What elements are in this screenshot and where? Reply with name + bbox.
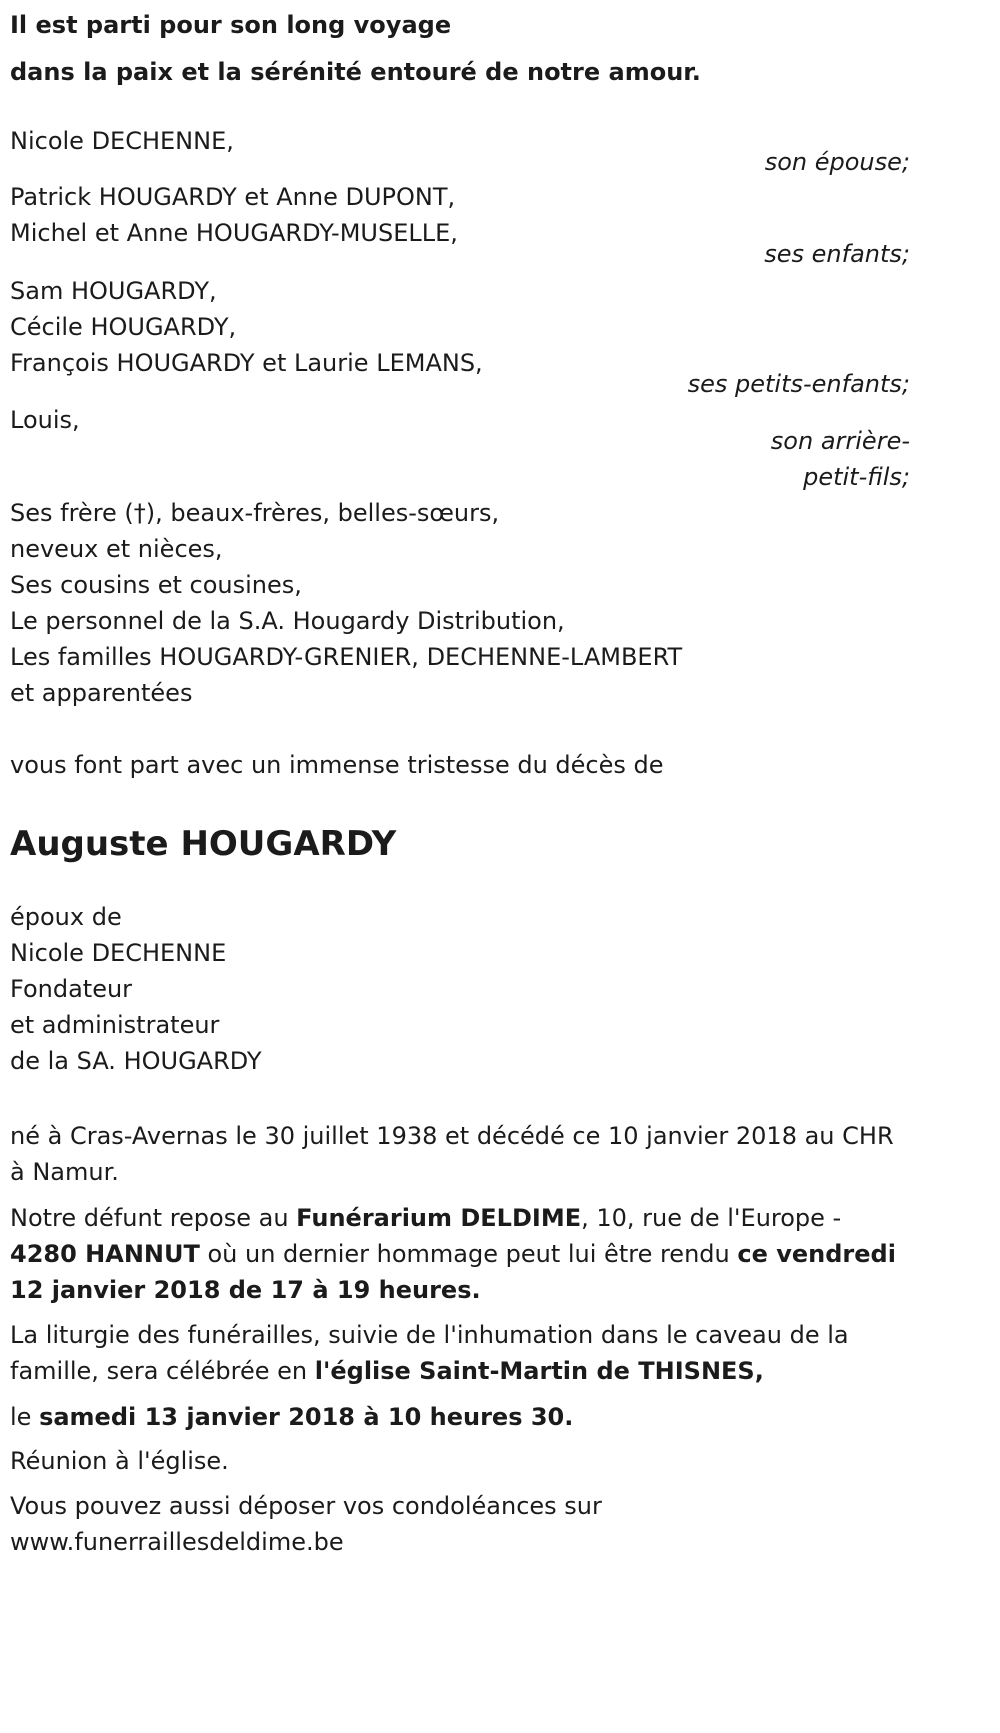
child-name: Michel et Anne HOUGARDY-MUSELLE, [10,219,458,247]
spouse-relation: son épouse; [764,148,910,176]
grandchild-name: Sam HOUGARDY, [10,277,217,305]
birth-death-text: né à Cras-Avernas le 30 juillet 1938 et décédé ce 10 janvier 2018 au CHR à Namur. [10,1122,894,1186]
intro-line-1: Il est parti pour son long voyage [10,11,452,39]
relatives-line: Le personnel de la S.A. Hougardy Distribution, [10,607,565,635]
viewing-text-1: Notre défunt repose au [10,1204,297,1232]
deceased-detail: Fondateur [10,975,133,1003]
grandchild-name: Cécile HOUGARDY, [10,313,237,341]
condolences-text: Vous pouvez aussi déposer vos condoléances sur [10,1492,602,1520]
announcement: vous font part avec un immense tristesse du décès de [10,751,664,779]
ceremony-date-prefix: le [10,1403,40,1431]
viewing-text [10,1200,910,1308]
intro-line-2: dans la paix et la sérénité entouré de notre amour. [10,58,701,86]
great-grandchild-relation-2: petit-fils; [803,463,910,491]
meeting-text: Réunion à l'église. [10,1447,229,1475]
relatives-line: Les familles HOUGARDY-GRENIER, DECHENNE-LAMBERT [10,643,683,671]
deceased-detail: de la SA. HOUGARDY [10,1047,262,1075]
great-grandchild-name: Louis, [10,406,80,434]
relatives-line: et apparentées [10,679,193,707]
child-name: Patrick HOUGARDY et Anne DUPONT, [10,183,456,211]
deceased-detail: Nicole DECHENNE [10,939,227,967]
ceremony-date [10,1399,910,1435]
deceased-name: Auguste HOUGARDY [10,824,397,864]
relatives-line: Ses frère (†), beaux-frères, belles-sœurs, [10,499,500,527]
relatives-line: neveux et nièces, [10,535,223,563]
viewing-text-2: , 10, rue de l'Europe - [581,1204,842,1232]
viewing-text-3: où un dernier hommage peut lui être rendu [199,1240,738,1268]
viewing-time: ce vendredi 12 janvier 2018 de 17 à 19 heures. [10,1240,896,1304]
deceased-detail: époux de [10,903,122,931]
funeral-home-name: Funérarium DELDIME [296,1204,582,1232]
liturgy-text [10,1317,910,1389]
grandchild-name: François HOUGARDY et Laurie LEMANS, [10,349,483,377]
church-name: l'église Saint-Martin de THISNES, [314,1357,764,1385]
liturgy-text-1: La liturgie des funérailles, suivie de l'inhumation dans le caveau de la famille, sera célébrée en [10,1321,849,1385]
great-grandchild-relation-1: son arrière- [770,427,910,455]
deceased-detail: et administrateur [10,1011,220,1039]
grandchildren-relation: ses petits-enfants; [687,370,910,398]
relatives-line: Ses cousins et cousines, [10,571,302,599]
ceremony-datetime: samedi 13 janvier 2018 à 10 heures 30. [39,1403,574,1431]
funeral-home-city: 4280 HANNUT [10,1240,200,1268]
spouse-name: Nicole DECHENNE, [10,127,234,155]
condolences-link[interactable]: www.funerraillesdeldime.be [10,1528,344,1556]
children-relation: ses enfants; [764,240,910,268]
